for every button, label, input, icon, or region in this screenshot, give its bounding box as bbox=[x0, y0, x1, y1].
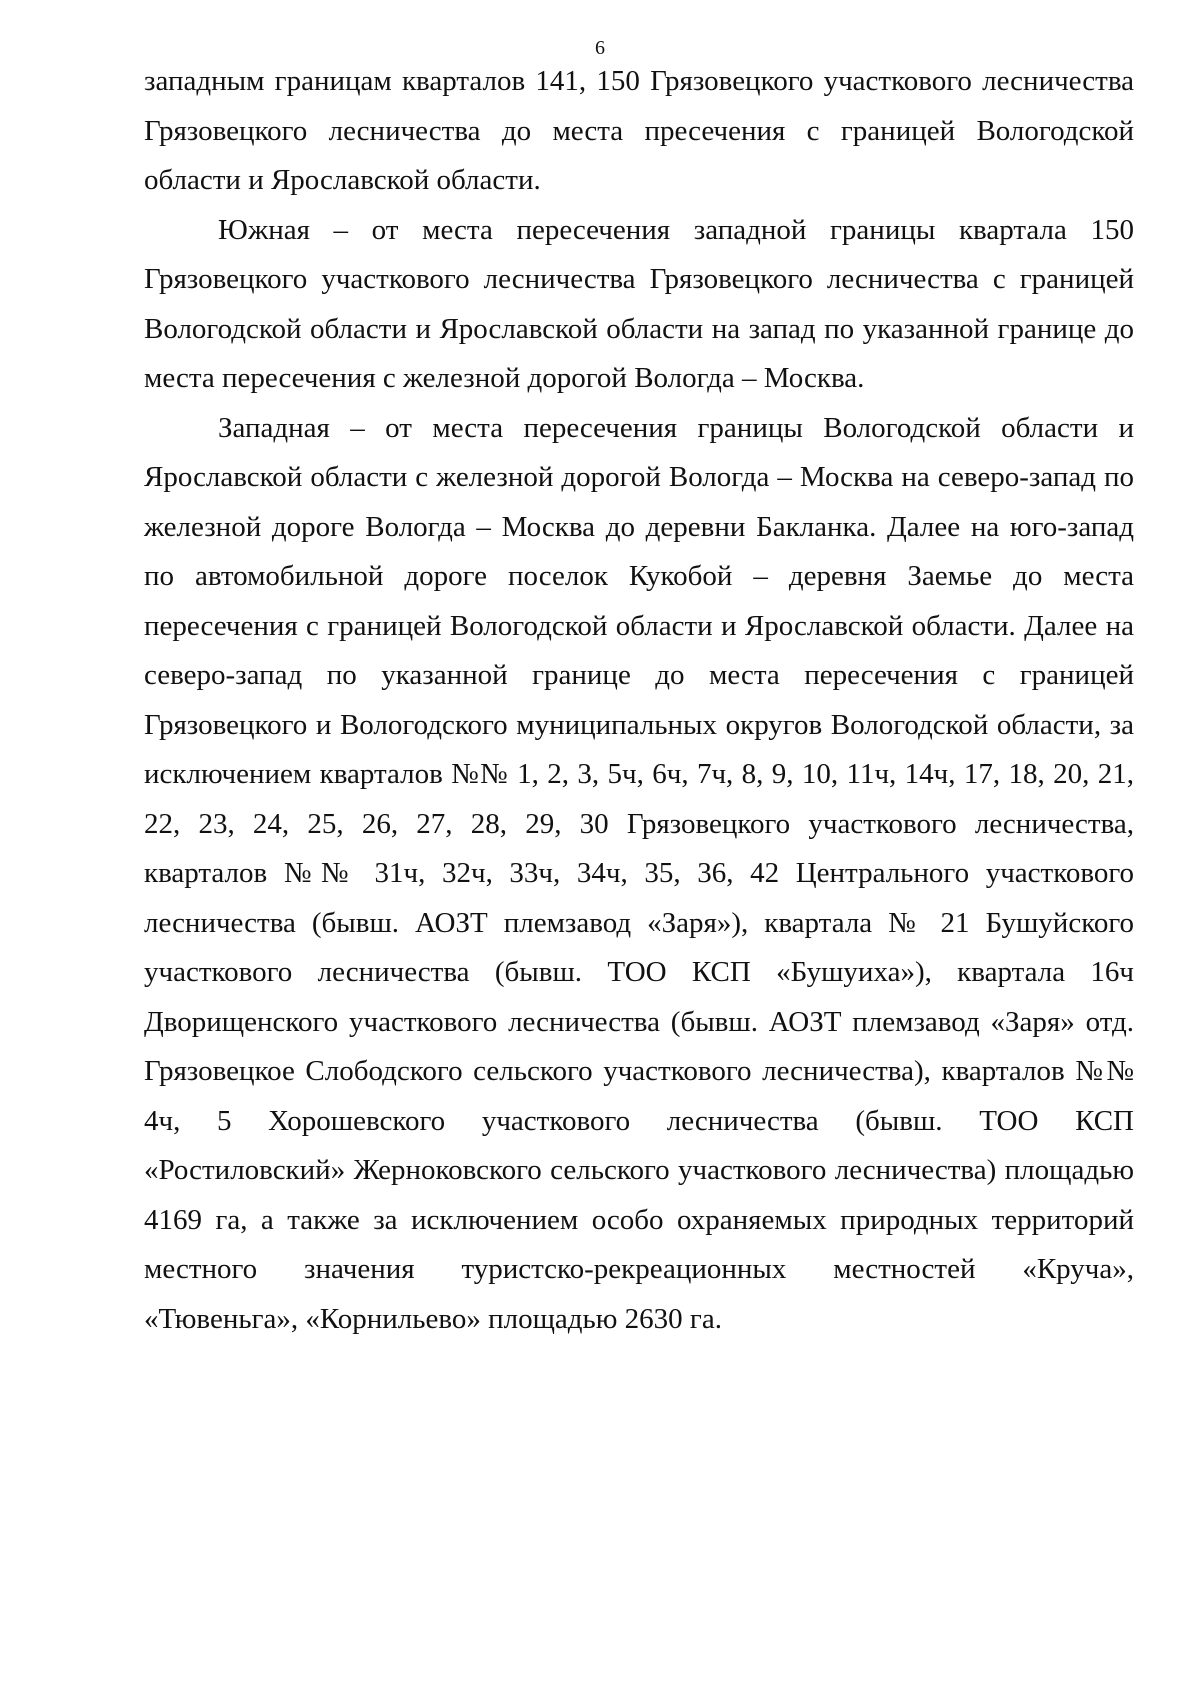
paragraph-western-boundary: Западная – от места пересечения границы Вологодской области и Ярославской области с железной дорогой Вологда – Москва на северо-запад по железной дороге Вологда – Москва до деревни Бакланка. Далее на юго-запад по автомобильной дороге поселок Кукобой – деревня Заемье до места пересечения с границей Вологодской области и Ярославской области. Далее на северо-запад по указанной границе до места пересечения с границей Грязовецкого и Вологодского муниципальных округов Вологодской области, за исключением кварталов №№ 1, 2, 3, 5ч, 6ч, 7ч, 8, 9, 10, 11ч, 14ч, 17, 18, 20, 21, 22, 23, 24, 25, 26, 27, 28, 29, 30 Грязовецкого участкового лесничества, кварталов №№ 31ч, 32ч, 33ч, 34ч, 35, 36, 42 Центрального участкового лесничества (бывш. АОЗТ племзавод «Заря»), квартала № 21 Бушуйского участкового лесничества (бывш. ТОО КСП «Бушуиха»), квартала 16ч Дворищенского участкового лесничества (бывш. АОЗТ племзавод «Заря» отд. Грязовецкое Слободского сельского участкового лесничества), кварталов №№ 4ч, 5 Хорошевского участкового лесничества (бывш. ТОО КСП «Ростиловский» Жерноковского сельского участкового лесничества) площадью 4169 га, а также за исключением особо охраняемых природных территорий местного значения туристско-рекреационных местностей «Круча», «Тювеньга», «Корнильево» площадью 2630 га. bbox=[144, 411, 1134, 1335]
document-body bbox=[144, 57, 1134, 1344]
page-number: 6 bbox=[595, 37, 605, 59]
paragraph-northern-boundary-continuation: западным границам кварталов 141, 150 Грязовецкого участкового лесничества Грязовецкого лесничества до места пресечения с границей Вологодской области и Ярославской области. bbox=[144, 65, 1134, 196]
paragraph-southern-boundary: Южная – от места пересечения западной границы квартала 150 Грязовецкого участкового лесничества Грязовецкого лесничества с границей Вологодской области и Ярославской области на запад по указанной границе до места пересечения с железной дорогой Вологда – Москва. bbox=[144, 213, 1134, 394]
